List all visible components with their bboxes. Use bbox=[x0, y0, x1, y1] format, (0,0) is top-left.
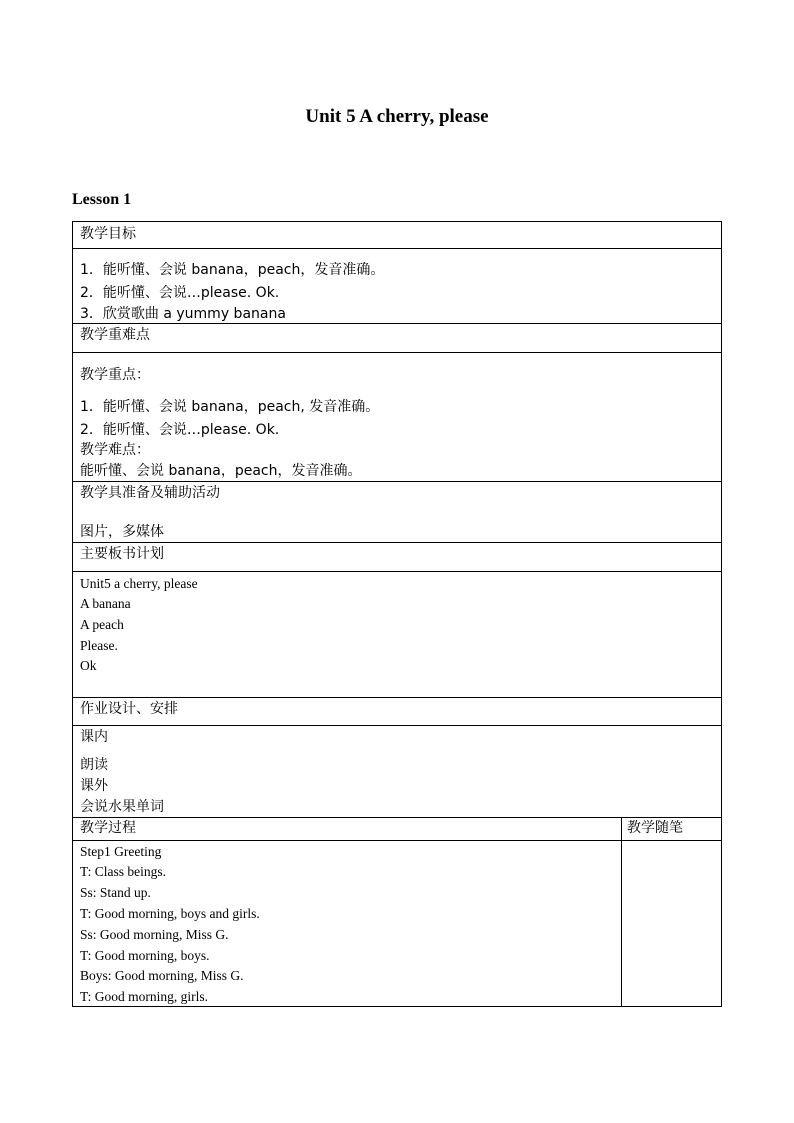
homework-line: 课外 bbox=[80, 778, 108, 794]
materials-cell bbox=[72, 481, 722, 543]
board-plan-header-cell bbox=[72, 542, 722, 572]
process-line: T: Good morning, girls. bbox=[80, 989, 208, 1004]
key-label: 教学重点： bbox=[80, 367, 150, 383]
objectives-header-cell bbox=[72, 221, 722, 249]
lesson-heading: Lesson 1 bbox=[72, 191, 132, 208]
board-line: A banana bbox=[80, 596, 131, 611]
process-line: Ss: Good morning, Miss G. bbox=[80, 927, 229, 942]
difficult-item: 能听懂、会说 banana，peach，发音准确。 bbox=[80, 463, 362, 479]
process-line: Boys: Good morning, Miss G. bbox=[80, 968, 244, 983]
notes-header-cell bbox=[621, 817, 722, 841]
key-item: 1．能听懂、会说 banana，peach, 发音准确。 bbox=[80, 399, 380, 415]
key-item: 2．能听懂、会说…please. Ok. bbox=[80, 422, 280, 438]
materials-content: 图片，多媒体 bbox=[80, 524, 164, 540]
key-points-header-cell bbox=[72, 323, 722, 353]
process-line: T: Class beings. bbox=[80, 864, 166, 879]
objective-item: 3．欣赏歌曲 a yummy banana bbox=[80, 306, 286, 322]
homework-line: 朗读 bbox=[80, 757, 108, 773]
process-line: Ss: Stand up. bbox=[80, 885, 151, 900]
process-content-cell bbox=[72, 840, 622, 1007]
board-line: Unit5 a cherry, please bbox=[80, 576, 198, 591]
board-line: Ok bbox=[80, 658, 97, 673]
board-line: A peach bbox=[80, 617, 124, 632]
notes-header: 教学随笔 bbox=[627, 820, 683, 836]
process-header: 教学过程 bbox=[80, 820, 136, 836]
document-title: Unit 5 A cherry, please bbox=[305, 106, 489, 127]
materials-header: 教学具准备及辅助活动 bbox=[80, 485, 220, 501]
key-points-content-cell bbox=[72, 352, 722, 482]
process-line: T: Good morning, boys. bbox=[80, 948, 210, 963]
process-line: Step1 Greeting bbox=[80, 844, 162, 859]
key-points-header: 教学重难点 bbox=[80, 327, 150, 343]
objectives-content-cell bbox=[72, 248, 722, 324]
process-header-cell bbox=[72, 817, 622, 841]
homework-header: 作业设计、安排 bbox=[80, 701, 178, 717]
difficult-label: 教学难点： bbox=[80, 442, 150, 458]
homework-header-cell bbox=[72, 697, 722, 726]
homework-content-cell bbox=[72, 725, 722, 818]
objective-item: 2．能听懂、会说…please. Ok. bbox=[80, 285, 280, 301]
homework-line: 课内 bbox=[80, 729, 108, 745]
homework-line: 会说水果单词 bbox=[80, 799, 164, 815]
board-line: Please. bbox=[80, 638, 118, 653]
board-plan-content-cell bbox=[72, 571, 722, 698]
objectives-header: 教学目标 bbox=[80, 226, 136, 242]
process-line: T: Good morning, boys and girls. bbox=[80, 906, 260, 921]
board-plan-header: 主要板书计划 bbox=[80, 546, 164, 562]
notes-content-cell bbox=[621, 840, 722, 1007]
objective-item: 1．能听懂、会说 banana，peach，发音准确。 bbox=[80, 262, 385, 278]
